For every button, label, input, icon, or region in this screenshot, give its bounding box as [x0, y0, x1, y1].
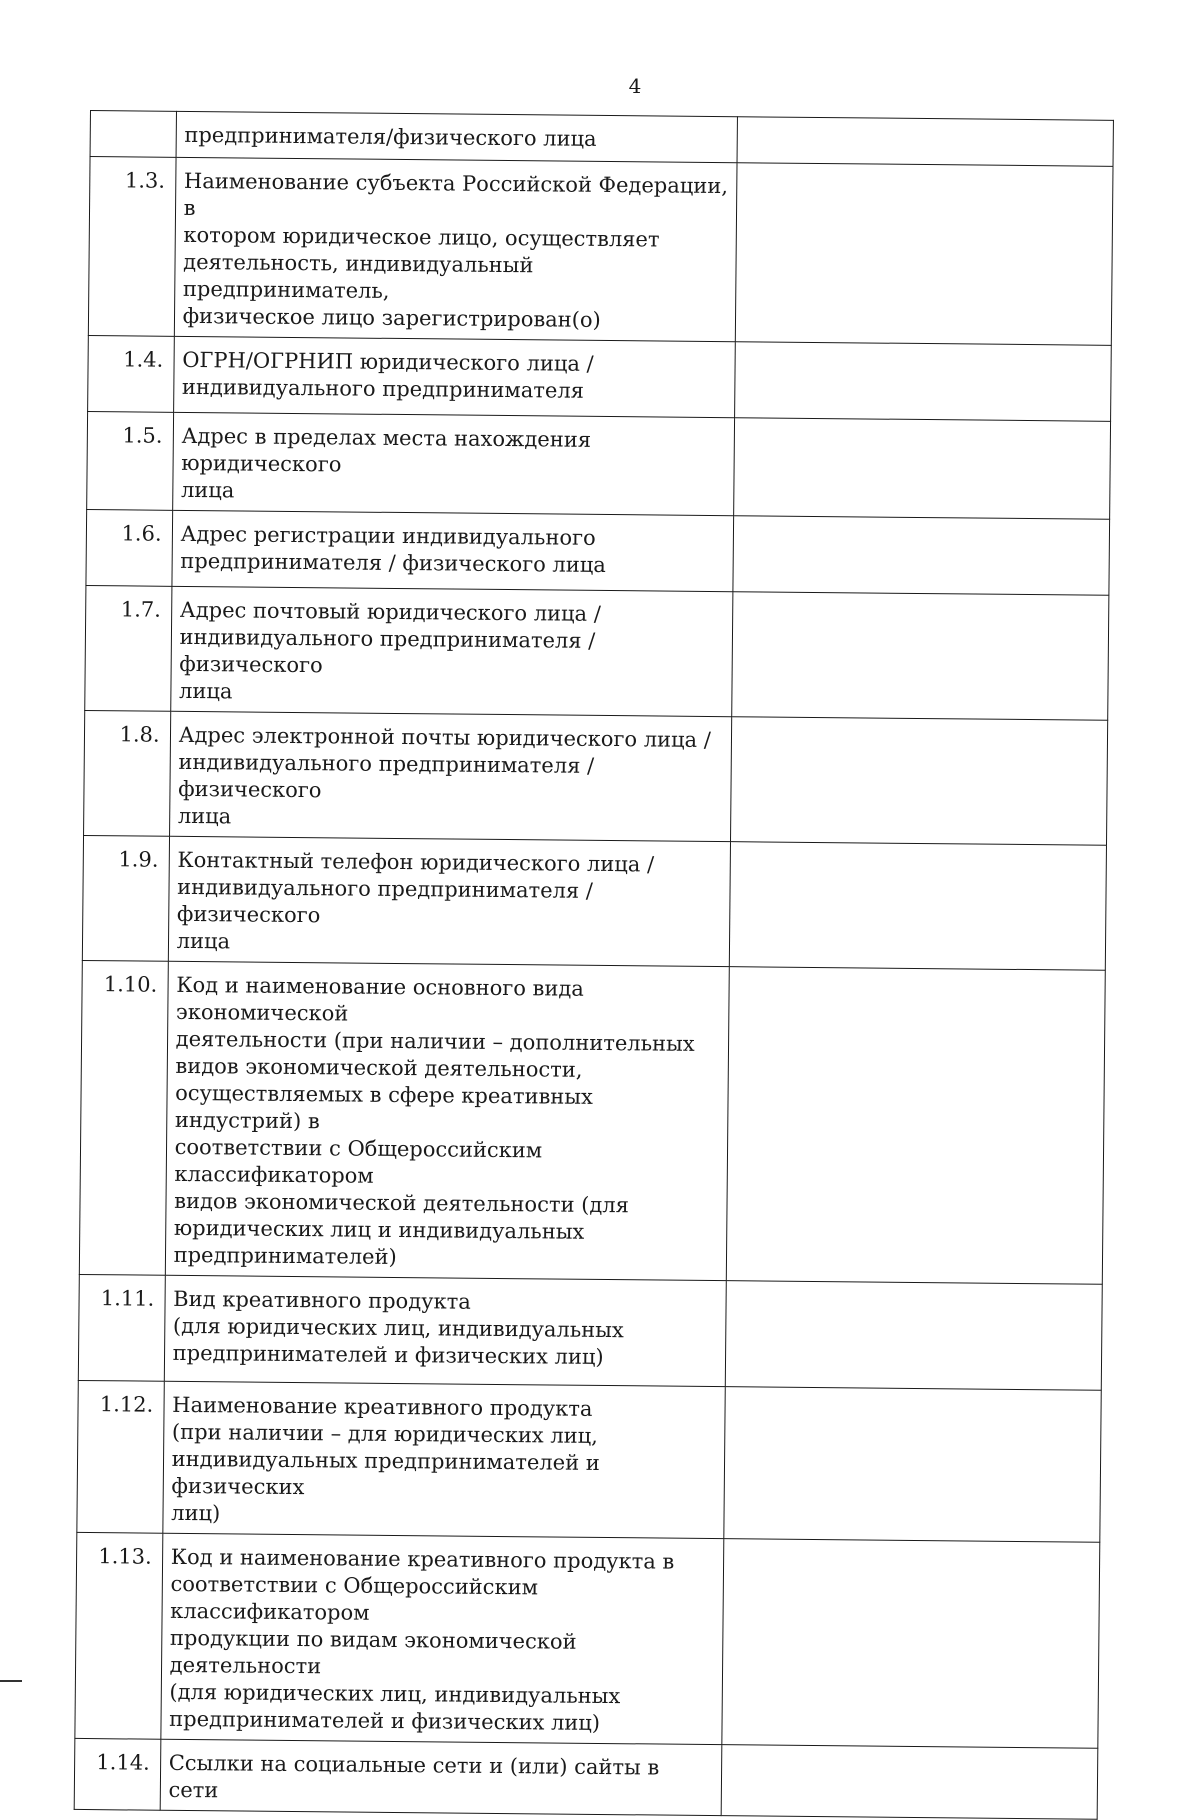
table-row — [84, 710, 1108, 845]
table-row — [86, 509, 1110, 595]
row-label-text: Адрес регистрации индивидуального предпринимателя / физического лица — [180, 521, 606, 577]
row-label-text: Контактный телефон юридического лица / индивидуального предпринимателя / физического лица — [176, 847, 655, 954]
row-label — [162, 1381, 725, 1538]
row-label-text: ОГРН/ОГРНИП юридического лица / индивидуального предпринимателя — [181, 347, 594, 403]
row-value-field[interactable] — [733, 516, 1110, 596]
row-number: 1.3. — [88, 157, 175, 337]
row-number: 1.8. — [84, 710, 171, 836]
row-value-field[interactable] — [722, 1539, 1100, 1749]
row-number: 1.11. — [78, 1274, 165, 1381]
row-number: 1.9. — [82, 835, 169, 961]
row-value-field[interactable] — [729, 842, 1106, 971]
row-label-text: Адрес почтовый юридического лица / индивидуального предпринимателя / физического лица — [178, 597, 602, 704]
row-label — [172, 412, 734, 515]
row-value-field[interactable] — [735, 342, 1112, 422]
page-number: 4 — [628, 74, 642, 98]
row-number: 1.5. — [87, 411, 174, 510]
row-value-field[interactable] — [724, 1387, 1101, 1543]
table-row — [82, 835, 1106, 970]
row-label — [172, 510, 734, 591]
table-row — [77, 1380, 1101, 1542]
row-label-text: Наименование креативного продукта (при наличии – для юридических лиц, индивидуальных предпринимателей и физических лиц) — [171, 1392, 600, 1526]
row-label-text: Ссылки на социальные сети и (или) сайты в сети — [168, 1750, 660, 1803]
row-number: 1.6. — [86, 509, 172, 586]
row-label-text: Код и наименование основного вида экономической деятельности (при наличии – дополнительных видов экономической деятельности, осуществляемых в сфере креативных индустрий) в соответствии с Общероссийским классификатором видов экономической деятельности (для юридических лиц и индивидуальных предпринимателей) — [173, 972, 695, 1269]
row-value-field[interactable] — [731, 717, 1108, 846]
row-number: 1.7. — [85, 585, 172, 711]
row-value-field[interactable] — [725, 1281, 1102, 1391]
row-value-field[interactable] — [726, 967, 1105, 1285]
table-row — [79, 960, 1105, 1284]
row-number: 1.13. — [75, 1532, 163, 1739]
scan-edge-mark — [0, 1680, 22, 1682]
row-value-field[interactable] — [737, 117, 1113, 167]
row-value-field[interactable] — [734, 418, 1111, 520]
row-label-text: Код и наименование креативного продукта в соответствии с Общероссийским классификатором продукции по видам экономической деятельности (для юридических лиц, индивидуальных предпринимателей и физических лиц) — [169, 1544, 675, 1735]
table-row — [87, 411, 1111, 519]
row-number: 1.12. — [77, 1380, 164, 1533]
row-label — [169, 711, 732, 841]
row-label-text: Адрес электронной почты юридического лица / индивидуального предпринимателя / физического лица — [177, 722, 712, 829]
row-value-field[interactable] — [732, 592, 1109, 721]
form-table-body — [74, 111, 1113, 1820]
row-number: 1.10. — [79, 960, 168, 1275]
row-label-text: Адрес в пределах места нахождения юридического лица — [180, 423, 592, 503]
row-label-text: Вид креативного продукта (для юридических лиц, индивидуальных предпринимателей и физических лиц) — [172, 1286, 624, 1369]
row-label-text: предпринимателя/физического лица — [184, 122, 597, 151]
table-row — [88, 157, 1113, 346]
table-row — [78, 1274, 1102, 1390]
row-label — [170, 586, 733, 716]
table-row — [75, 1532, 1100, 1748]
row-label — [161, 1533, 724, 1744]
table-row — [88, 335, 1112, 421]
row-label — [174, 157, 737, 341]
row-value-field[interactable] — [721, 1745, 1098, 1820]
row-number: 1.4. — [88, 335, 174, 412]
row-label — [176, 111, 738, 162]
row-number: 1.14. — [74, 1738, 160, 1810]
row-label-text: Наименование субъекта Российской Федерации, в котором юридическое лицо, осуществляет деятельность, индивидуальный предприниматель, физическое лицо зарегистрирован(о) — [182, 168, 729, 332]
row-label — [164, 1275, 726, 1386]
row-number — [90, 111, 176, 158]
table-row — [74, 1738, 1098, 1819]
row-label — [165, 961, 729, 1280]
row-value-field[interactable] — [735, 163, 1113, 346]
row-label — [173, 336, 735, 417]
row-label — [160, 1739, 722, 1815]
table-row — [85, 585, 1109, 720]
application-form-table — [74, 110, 1114, 1820]
row-label — [168, 836, 731, 966]
